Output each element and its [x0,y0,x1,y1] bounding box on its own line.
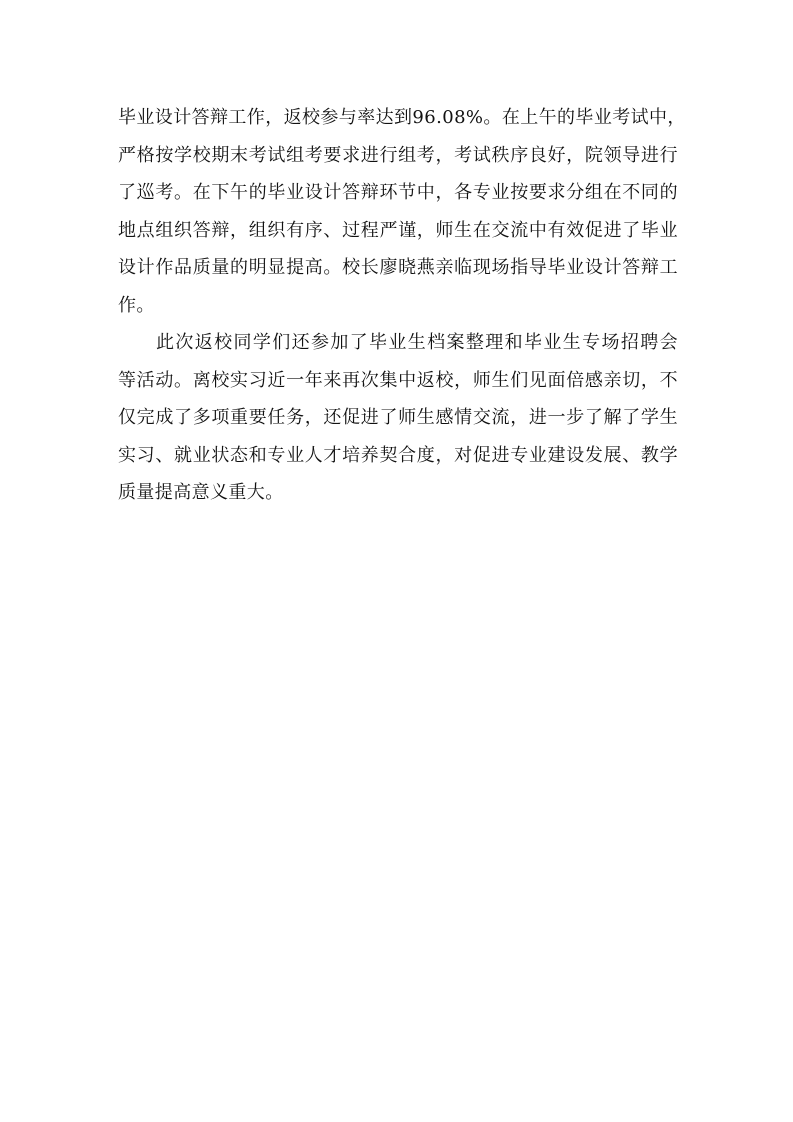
paragraph-line: 等活动。离校实习近一年来再次集中返校，师生们见面倍感亲切，不 [118,369,678,391]
paragraph-1 [118,99,686,324]
paragraph-line: 质量提高意义重大。 [118,482,284,503]
paragraph-line: 作。 [118,294,155,316]
paragraph-line: 实习、就业状态和专业人才培养契合度，对促进专业建设发展、教学 [118,444,678,466]
document-body [118,99,686,512]
paragraph-line: 了巡考。在下午的毕业设计答辩环节中，各专业按要求分组在不同的 [118,182,678,203]
paragraph-line: 设计作品质量的明显提高。校长廖晓燕亲临现场指导毕业设计答辩工 [118,257,678,278]
paragraph-line: 地点组织答辩，组织有序、过程严谨，师生在交流中有效促进了毕业 [118,219,678,241]
paragraph-2 [118,324,678,512]
paragraph-line: 仅完成了多项重要任务，还促进了师生感情交流，进一步了解了学生 [118,407,678,428]
paragraph-line: 此次返校同学们还参加了毕业生档案整理和毕业生专场招聘会 [156,332,678,353]
paragraph-line: 严格按学校期末考试组考要求进行组考，考试秩序良好，院领导进行 [118,144,678,166]
paragraph-line: 毕业设计答辩工作，返校参与率达到96.08%。在上午的毕业考试中， [118,107,686,128]
